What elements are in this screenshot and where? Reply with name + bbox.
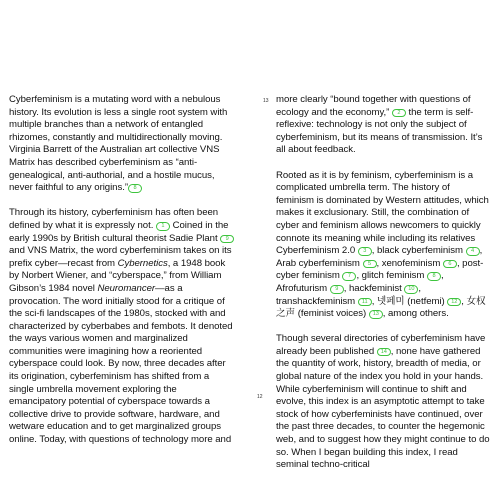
text: , none have gathered the quantity of work, history, breadth of media, or global nature of the index you hold in your hands. While cyberfeminism will continue to shift and evolve, this index is an asymptotic attempt to take stock of how cyberfeminists have continued, over the past three decades, to counter the hegemonic web, and to suggest how they might continue to do so. When I began building this index, I read seminal techno-critical (276, 345, 490, 471)
text: , black cyberfeminism (371, 245, 463, 257)
left-paragraph-1 (9, 94, 235, 195)
book-title: Cybernetics (117, 257, 168, 269)
left-page (9, 94, 235, 459)
page-number-right: 13 (263, 98, 269, 104)
page-number-left: 12 (257, 394, 263, 400)
text: , glitch feminism (356, 270, 425, 282)
text: , 넷페미 (netfemi) (371, 295, 445, 307)
footnote-ref: 13 (369, 310, 383, 319)
text: Though several directories of cyberfeminism have already been published (276, 333, 486, 357)
footnote-ref: 10 (404, 285, 418, 294)
text: , a 1948 book by Norbert Wiener, and “cyberspace,” from William Gibson’s 1984 novel (9, 257, 226, 294)
text: —as a provocation. The word initially stood for a critique of the sci-fi landscapes of the 1980s, stocked with and characterized by cyberbabes and fembots. It denoted the ways various women and marginalized communities were imagining how a reoriented cyberspace could look. By now, three decades after its origination, cyberfeminism has shifted from a single umbrella movement exploring the emancipatory potential of cyberspace towards a collective drive to provide software, hardware, and wetware education and to get marginalized groups online. Today, with questions of technology more and (9, 282, 233, 446)
right-paragraph-2 (276, 170, 490, 321)
footnote-ref: 8 (427, 272, 441, 281)
text: , Arab cyberfeminism (276, 245, 483, 269)
text: , transhackfeminism (276, 282, 421, 307)
text: , among others. (382, 308, 449, 320)
right-paragraph-1 (276, 94, 490, 157)
footnote-ref: 11 (358, 298, 372, 307)
text: and VNS Matrix, the word cyberfeminism takes on its prefix cyber—recast from (9, 245, 232, 269)
text: , post-cyber feminism (276, 257, 484, 282)
text: Cyberfeminism is a mutating word with a nebulous history. Its evolution is less a single root system with multiple branches than a network of entangled rhizomes, constantly and multidirectionally moving. Virginia Barrett of the Australian art collective VNS Matrix has described cyberfeminism as “anti-genealogical, anti-authorial, and a hostile mucus, never faithful to any origins.” (9, 94, 228, 194)
book-title: Neuromancer (97, 282, 156, 294)
footnote-ref: 9 (220, 235, 234, 244)
footnote-ref: 7 (342, 272, 356, 281)
right-paragraph-3 (276, 333, 490, 472)
footnote-ref: 12 (447, 298, 461, 307)
footnote-ref: 5 (363, 260, 377, 269)
text: , 女权之声 (feminist voices) (276, 295, 486, 320)
text: Rooted as it is by feminism, cyberfeminism is a complicated umbrella term. The history of feminism is dominated by Western attitudes, which makes it exclusionary. Still, the combination of cyber and feminism allows newcomers to quickly connote its meaning while including its relatives Cyberfeminism 2.0 (276, 169, 489, 257)
text: more clearly “bound together with questions of ecology and the economy,” (276, 94, 471, 118)
footnote-ref: 2 (392, 109, 406, 118)
footnote-ref: 1 (156, 222, 170, 231)
footnote-ref: 8 (128, 184, 142, 193)
text: , Afrofuturism (276, 270, 444, 294)
text: Coined in the early 1990s by British cultural theorist Sadie Plant (9, 219, 229, 244)
footnote-ref: 14 (377, 348, 391, 357)
right-page (276, 94, 490, 484)
left-paragraph-2 (9, 207, 235, 446)
text: , hackfeminist (343, 282, 402, 294)
footnote-ref: 6 (443, 260, 457, 269)
text: , xenofeminism (376, 257, 441, 269)
text: the term is self-reflexive: technology is not only the subject of cyberfeminism, but its means of transmission. It’s all about feedback. (276, 106, 483, 156)
footnote-ref: 4 (466, 247, 480, 256)
text: Through its history, cyberfeminism has often been defined by what it is expressly not. (9, 207, 219, 231)
footnote-ref: 9 (330, 285, 344, 294)
footnote-ref: 3 (358, 247, 372, 256)
